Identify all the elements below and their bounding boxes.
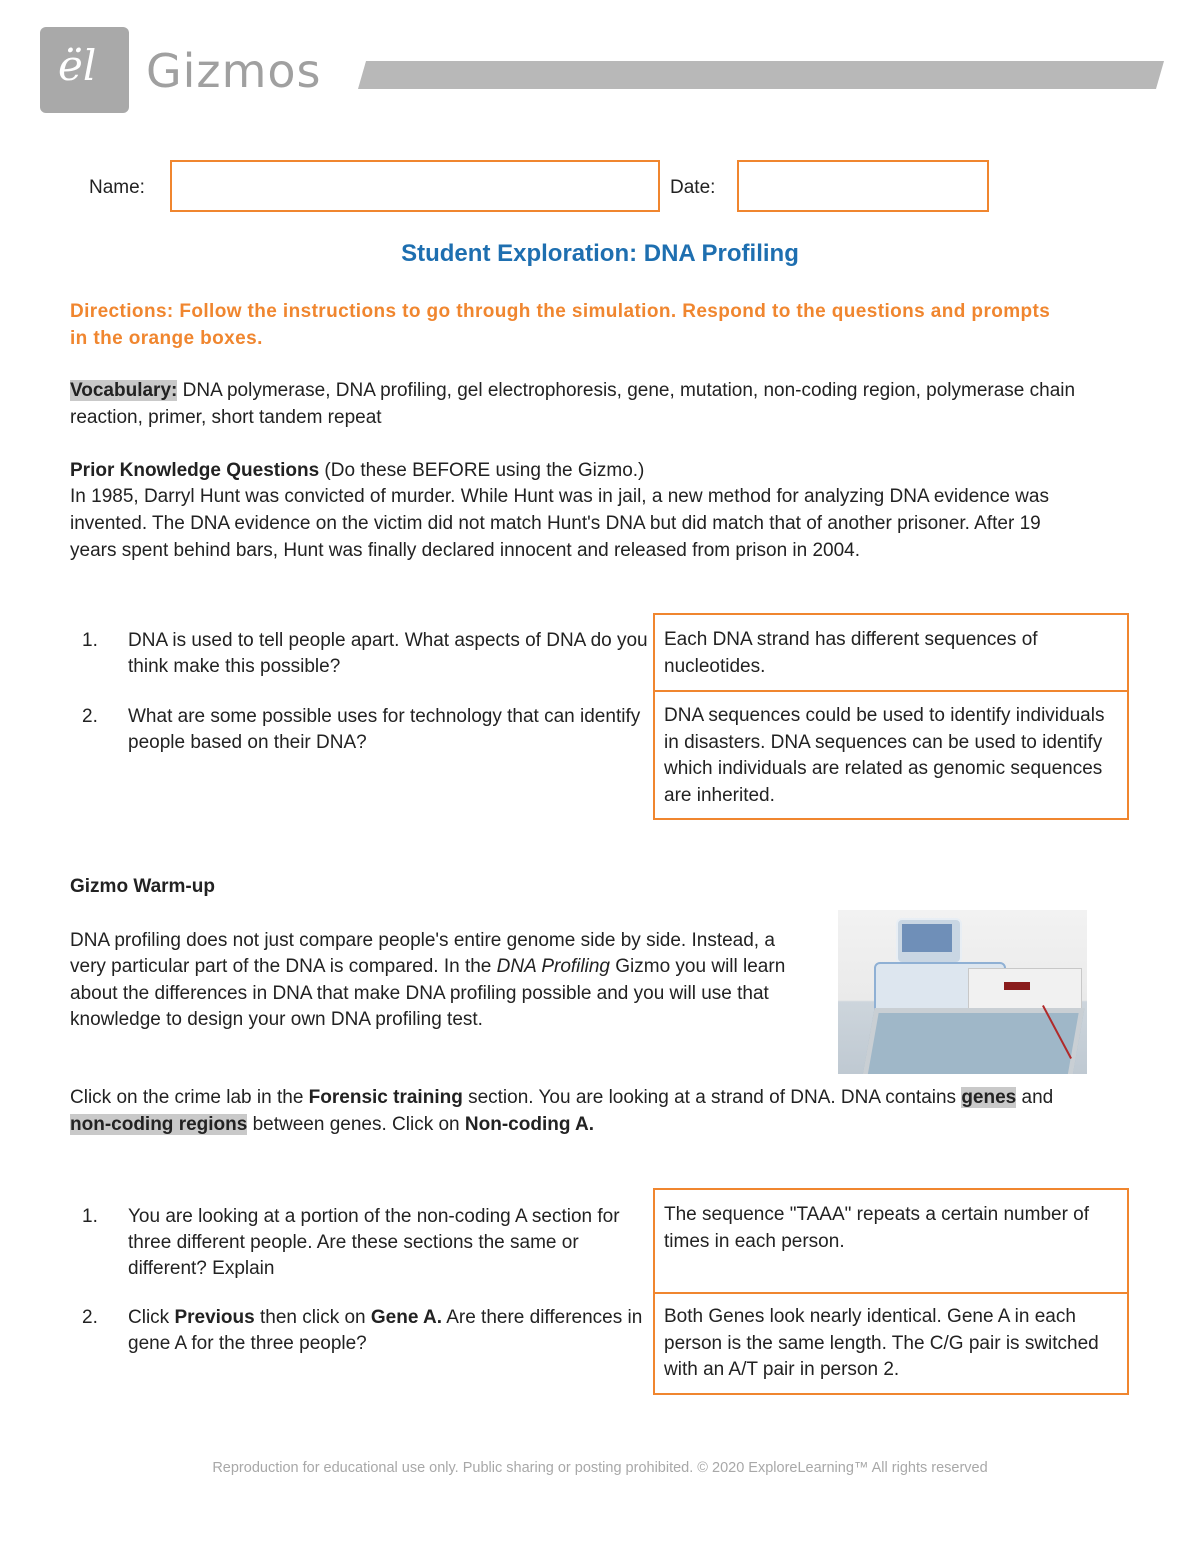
- warmup-p2-text-d: between genes. Click on: [247, 1114, 465, 1135]
- warmup-p2-text-a: Click on the crime lab in the: [70, 1087, 309, 1108]
- directions: Directions: Follow the instructions to go through the simulation. Respond to the questions and prompts in the orange boxes.: [70, 301, 1051, 349]
- genes-term: genes: [961, 1087, 1017, 1108]
- footer-copyright: Reproduction for educational use only. Public sharing or posting prohibited. © 2020 ExploreLearning™ All rights reserved: [212, 1460, 988, 1476]
- warmup-p2-text-b: section. You are looking at a strand of DNA. DNA contains: [462, 1087, 962, 1108]
- date-label: Date:: [670, 177, 716, 198]
- answer-field-4[interactable]: Both Genes look nearly identical. Gene A in each person is the same length. The C/G pair is switched with an A/T pair in person 2.: [655, 1292, 1127, 1392]
- warmup-paragraph-2: [70, 1084, 1090, 1138]
- question-text: You are looking at a portion of the non-coding A section for three different people. Are these sections the same or different? Explain: [128, 1206, 620, 1279]
- question-number: 1.: [82, 1206, 98, 1227]
- explorelearning-logo: [40, 27, 129, 113]
- answer-field-2[interactable]: DNA sequences could be used to identify individuals in disasters. DNA sequences can be used to identify which individuals are related as genomic sequences are inherited.: [655, 690, 1127, 817]
- warmup-p2-text-c: and: [1016, 1087, 1054, 1108]
- non-coding-a-link: Non-coding A.: [464, 1114, 595, 1135]
- name-label: Name:: [89, 177, 145, 198]
- prior-knowledge-note: (Do these BEFORE using the Gizmo.): [319, 460, 645, 481]
- prior-knowledge-title: Prior Knowledge Questions: [70, 460, 320, 481]
- vocabulary: [70, 377, 1100, 431]
- question-number: 2.: [82, 1307, 98, 1328]
- warmup-paragraph-1: [70, 928, 800, 1033]
- gene-a-label: Gene A.: [370, 1307, 442, 1328]
- gizmo-lab-photo: [838, 910, 1087, 1074]
- prior-knowledge-intro: In 1985, Darryl Hunt was convicted of murder. While Hunt was in jail, a new method for analyzing DNA evidence was invented. The DNA evidence on the victim did not match Hunt's DNA but did match that of another prisoner. After 19 years spent behind bars, Hunt was finally declared innocent and released from prison in 2004.: [70, 486, 1049, 561]
- question-text: [128, 1305, 648, 1357]
- question-number: 2.: [82, 706, 98, 727]
- previous-label: Previous: [174, 1307, 255, 1328]
- q2-text-c: Are there differences in gene A for the three people?: [128, 1307, 643, 1354]
- non-coding-regions-term: non-coding regions: [70, 1114, 248, 1135]
- vocabulary-label: Vocabulary:: [70, 380, 178, 401]
- prior-answer-box: [653, 613, 1129, 820]
- warmup-answer-box: [653, 1188, 1129, 1395]
- forensic-training-link: Forensic training: [308, 1087, 463, 1108]
- page-title: Student Exploration: DNA Profiling: [401, 240, 799, 267]
- vocabulary-text: DNA polymerase, DNA profiling, gel electrophoresis, gene, mutation, non-coding region, polymerase chain reaction, primer, short tandem repeat: [70, 380, 1076, 428]
- answer-field-3[interactable]: The sequence "TAAA" repeats a certain number of times in each person.: [664, 1204, 1090, 1252]
- machine-screen: [902, 924, 952, 952]
- header-bar: [358, 61, 1164, 89]
- warmup-p1-text-b: Gizmo you will learn about the differences in DNA that make DNA profiling possible and you will use that knowledge to design your own DNA profiling test.: [70, 956, 786, 1030]
- answer-field-1[interactable]: Each DNA strand has different sequences of nucleotides.: [664, 629, 1038, 677]
- name-field[interactable]: [170, 160, 660, 212]
- q2-text-a: Click: [128, 1307, 175, 1328]
- warmup-p1-text-a: DNA profiling does not just compare people's entire genome side by side. Instead, a very particular part of the DNA is compared. In the: [70, 930, 775, 978]
- warmup-p1-italic: DNA Profiling: [496, 956, 610, 978]
- question-text: DNA is used to tell people apart. What aspects of DNA do you think make this possible?: [128, 630, 648, 677]
- date-field[interactable]: [737, 160, 989, 212]
- warmup-heading: Gizmo Warm-up: [70, 876, 215, 897]
- question-text: What are some possible uses for technology that can identify people based on their DNA?: [128, 706, 641, 753]
- power-supply-display: [1004, 982, 1030, 990]
- q2-text-b: then click on: [254, 1307, 371, 1328]
- brand-name: Gizmos: [146, 44, 322, 98]
- question-number: 1.: [82, 630, 98, 651]
- logo-glyph: ël: [58, 41, 97, 90]
- prior-knowledge-heading: [70, 457, 1100, 484]
